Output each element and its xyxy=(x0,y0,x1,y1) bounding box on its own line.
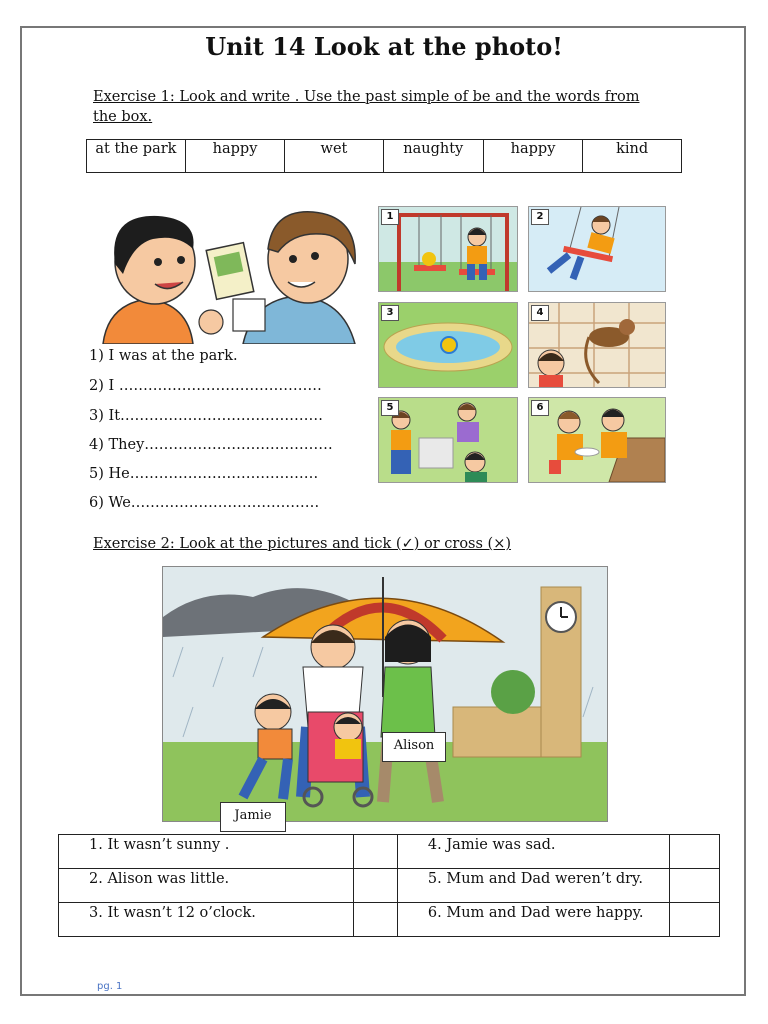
word-box-cell: happy xyxy=(185,140,284,173)
word-box-cell: at the park xyxy=(87,140,186,173)
statement-cell: 5. Mum and Dad weren’t dry. xyxy=(397,869,669,903)
pond-with-ball-illustration xyxy=(379,303,517,387)
answer-box[interactable] xyxy=(670,835,720,869)
picture-2 xyxy=(528,206,666,292)
sentence-6: 6) We………………………………… xyxy=(89,495,320,511)
table-row xyxy=(59,903,720,937)
sentence-4: 4) They………………………………… xyxy=(89,437,333,453)
picture-1 xyxy=(378,206,518,292)
page-number: pg. 1 xyxy=(97,981,123,992)
answer-box[interactable] xyxy=(353,869,397,903)
sentence-1: 1) I was at the park. xyxy=(89,348,238,364)
family-umbrella-picture xyxy=(162,566,608,822)
children-playing-illustration xyxy=(379,398,517,482)
boys-with-photo-illustration xyxy=(93,204,363,344)
alison-label: Alison xyxy=(382,732,446,762)
statement-cell: 6. Mum and Dad were happy. xyxy=(397,903,669,937)
answer-box[interactable] xyxy=(353,903,397,937)
exercise1-heading xyxy=(93,87,640,127)
picture-6 xyxy=(528,397,666,483)
swing-park-illustration xyxy=(379,207,517,291)
word-box-cell: happy xyxy=(483,140,582,173)
statement-cell: 2. Alison was little. xyxy=(59,869,354,903)
picture-number: 1 xyxy=(381,209,399,225)
picture-5 xyxy=(378,397,518,483)
picture-4 xyxy=(528,302,666,388)
picture-number: 5 xyxy=(381,400,399,416)
word-box xyxy=(86,139,682,173)
family-in-rain-illustration xyxy=(163,567,607,821)
tick-cross-table xyxy=(58,834,720,937)
sentence-5: 5) He………………………………… xyxy=(89,466,319,482)
picture-number: 3 xyxy=(381,305,399,321)
monkey-cage-illustration xyxy=(529,303,665,387)
boys-sharing-illustration xyxy=(529,398,665,482)
word-box-cell: wet xyxy=(285,140,384,173)
exercise1-heading-line1: Exercise 1: Look and write . Use the past simple of be and the words from xyxy=(93,89,640,105)
picture-number: 6 xyxy=(531,400,549,416)
jamie-label: Jamie xyxy=(220,802,286,832)
sentence-3: 3) It…………………………………… xyxy=(89,408,324,424)
word-box-cell: kind xyxy=(583,140,682,173)
answer-box[interactable] xyxy=(670,903,720,937)
table-row xyxy=(59,869,720,903)
picture-number: 4 xyxy=(531,305,549,321)
word-box-cell: naughty xyxy=(383,140,483,173)
picture-number: 2 xyxy=(531,209,549,225)
boy-swinging-illustration xyxy=(529,207,665,291)
answer-box[interactable] xyxy=(670,869,720,903)
statement-cell: 1. It wasn’t sunny . xyxy=(59,835,354,869)
statement-cell: 3. It wasn’t 12 o’clock. xyxy=(59,903,354,937)
exercise2-heading: Exercise 2: Look at the pictures and tick (✓) or cross (×) xyxy=(93,536,512,552)
picture-3 xyxy=(378,302,518,388)
table-row xyxy=(59,835,720,869)
page-title: Unit 14 Look at the photo! xyxy=(205,32,563,61)
exercise1-heading-line2: the box. xyxy=(93,109,153,125)
answer-box[interactable] xyxy=(353,835,397,869)
sentence-2: 2) I …………………………………… xyxy=(89,378,322,394)
statement-cell: 4. Jamie was sad. xyxy=(397,835,669,869)
